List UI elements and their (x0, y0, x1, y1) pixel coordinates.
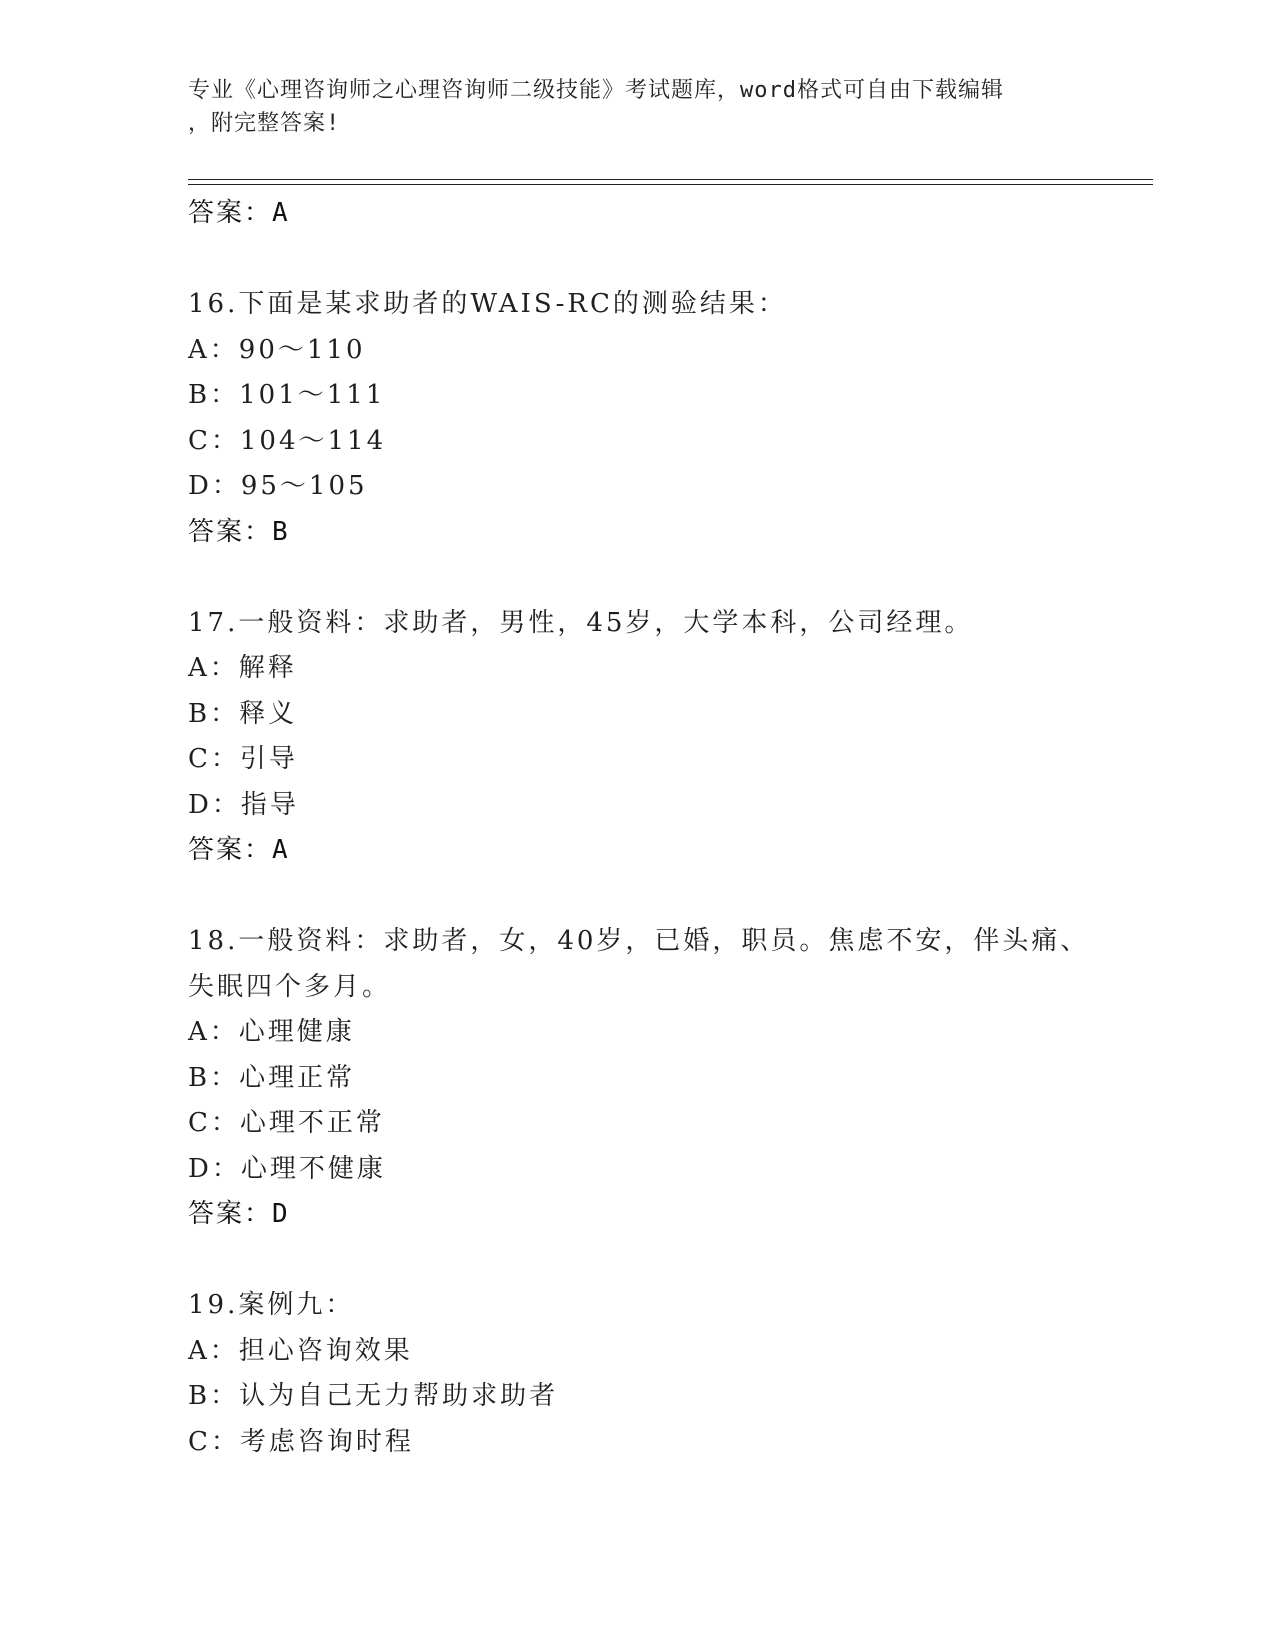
spacer (188, 1238, 1148, 1284)
question-stem-line-2: 失眠四个多月。 (188, 971, 392, 1002)
option-c: C：心理不正常 (188, 1108, 385, 1138)
question-19 (188, 1283, 1148, 1465)
question-stem: 17.一般资料：求助者，男性，45岁，大学本科，公司经理。 (188, 607, 974, 638)
option-a: A：担心咨询效果 (188, 1335, 413, 1366)
option-c: C：引导 (188, 744, 298, 774)
option-c: C：考虑咨询时程 (188, 1426, 414, 1457)
spacer (188, 555, 1148, 601)
answer-line: 答案：D (188, 1199, 290, 1229)
question-17 (188, 601, 1148, 874)
question-16 (188, 282, 1148, 555)
option-b: B：认为自己无力帮助求助者 (188, 1381, 559, 1411)
spacer (188, 237, 1148, 283)
header-line-1: 专业《心理咨询师之心理咨询师二级技能》考试题库，word格式可自由下载编辑 (188, 78, 1004, 103)
header-rule-top (188, 179, 1153, 180)
question-list (188, 191, 1148, 1465)
option-c: C：104～114 (188, 425, 387, 456)
question-18 (188, 919, 1148, 1238)
answer-line: 答案：A (188, 835, 290, 865)
option-b: B：101～111 (188, 380, 386, 410)
document-header (188, 74, 1088, 140)
answer-line: 答案：A (188, 198, 290, 228)
option-a: A：90～110 (188, 334, 366, 365)
header-rule-bottom (188, 184, 1153, 185)
answer-line: 答案：B (188, 516, 290, 547)
option-d: D：95～105 (188, 471, 368, 501)
option-a: A：解释 (188, 653, 297, 683)
option-b: B：心理正常 (188, 1062, 356, 1093)
header-line-2: ，附完整答案! (188, 111, 341, 136)
option-a: A：心理健康 (188, 1017, 355, 1047)
option-d: D：心理不健康 (188, 1153, 386, 1184)
question-stem: 16.下面是某求助者的WAIS-RC的测验结果： (188, 289, 787, 319)
option-d: D：指导 (188, 789, 299, 820)
question-stem-line-1: 18.一般资料：求助者，女，40岁，已婚，职员。焦虑不安，伴头痛、 (188, 926, 1090, 956)
option-b: B：释义 (188, 698, 298, 729)
question-stem: 19.案例九： (188, 1290, 355, 1320)
spacer (188, 874, 1148, 920)
